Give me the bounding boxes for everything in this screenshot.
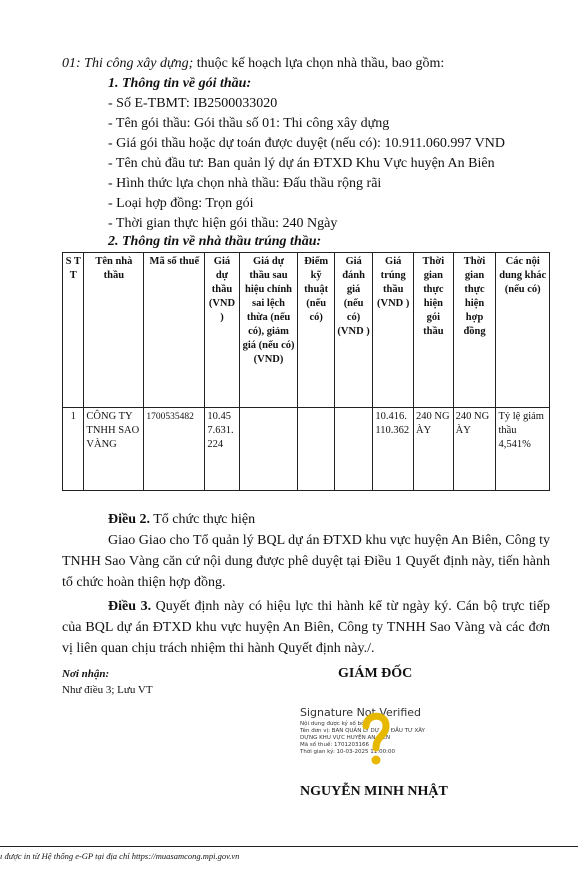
recipients-title: Nơi nhận: bbox=[62, 668, 110, 680]
digital-signature bbox=[300, 706, 440, 770]
signature-line: Tên đơn vị: BAN QUẢN LÝ DỰ ÁN ĐẦU TƯ XÂY bbox=[300, 728, 425, 734]
section1-item: - Giá gói thầu hoặc dự toán được duyệt (nếu có): 10.911.060.997 VND bbox=[108, 136, 505, 151]
col-header: Thời gian thực hiện hợp đồng bbox=[453, 253, 496, 408]
section2-title: 2. Thông tin về nhà thầu trúng thầu: bbox=[108, 234, 322, 249]
cell-stt: 1 bbox=[63, 408, 84, 491]
signer-name: NGUYỄN MINH NHẬT bbox=[300, 784, 448, 799]
section1-item: - Loại hợp đồng: Trọn gói bbox=[108, 196, 254, 211]
article2-heading bbox=[108, 510, 255, 530]
col-header: Điểm kỹ thuật (nếu có) bbox=[298, 253, 334, 408]
signature-line: DỰNG KHU VỰC HUYỆN AN BIÊN bbox=[300, 735, 391, 741]
signature-line: Nội dung được ký số bởi: bbox=[300, 721, 368, 727]
section1-item: - Thời gian thực hiện gói thầu: 240 Ngày bbox=[108, 216, 338, 231]
footer-text: ı được in từ Hệ thống e-GP tại địa chỉ https://muasamcong.mpi.gov.vn bbox=[0, 851, 240, 861]
signature-line: Mã số thuế: 1701203166 bbox=[300, 742, 369, 748]
table-row bbox=[63, 408, 550, 491]
award-table bbox=[62, 252, 550, 491]
signature-question-icon bbox=[358, 710, 394, 768]
signature-status: Signature Not Verified bbox=[300, 706, 422, 719]
section1-item: - Tên chủ đầu tư: Ban quản lý dự án ĐTXD Khu Vực huyện An Biên bbox=[108, 156, 495, 171]
footer-divider bbox=[0, 846, 578, 847]
section1-item: - Hình thức lựa chọn nhà thầu: Đấu thầu rộng rãi bbox=[108, 176, 382, 191]
cell-other: Tỷ lệ giảm thầu 4,541% bbox=[496, 408, 550, 491]
col-header: Tên nhà thầu bbox=[84, 253, 144, 408]
article2-body: Giao Giao cho Tổ quản lý BQL dự án ĐTXD khu vực huyện An Biên, Công ty TNHH Sao Vàng căn cứ nội dung được phê duyệt tại Điều 1 Quyết định này, tiến hành tổ chức hoàn thiện hợp đồng. bbox=[62, 533, 550, 590]
signature-line: Thời gian ký: 10-03-2025 11:00:00 bbox=[300, 749, 395, 755]
cell-eval-price bbox=[334, 408, 373, 491]
article2-title-rest: Tổ chức thực hiện bbox=[150, 512, 256, 527]
cell-award-price: 10.416.110.362 bbox=[373, 408, 414, 491]
section1-item: - Số E-TBMT: IB2500033020 bbox=[108, 96, 278, 111]
section1-list bbox=[108, 94, 568, 234]
col-header: Giá dự thầu sau hiệu chỉnh sai lệch thừa (nếu có), giảm giá (nếu có) (VND) bbox=[239, 253, 298, 408]
col-header: Giá dự thầu (VND ) bbox=[205, 253, 239, 408]
article2-title: Điều 2. bbox=[108, 512, 150, 527]
col-header: Các nội dung khác (nếu có) bbox=[496, 253, 550, 408]
section1-title: 1. Thông tin về gói thầu: bbox=[108, 76, 252, 91]
article3-paragraph bbox=[62, 596, 550, 659]
section1-item: - Tên gói thầu: Gói thầu số 01: Thi công xây dựng bbox=[108, 116, 390, 131]
cell-contractor-name: CÔNG TY TNHH SAO VÀNG bbox=[84, 408, 144, 491]
cell-tech-score bbox=[298, 408, 334, 491]
col-header: Thời gian thực hiện gói thầu bbox=[414, 253, 454, 408]
col-header: Giá đánh giá (nếu có) (VND ) bbox=[334, 253, 373, 408]
cell-adjusted-price bbox=[239, 408, 298, 491]
cell-package-time: 240 NGÀY bbox=[414, 408, 454, 491]
intro-line bbox=[62, 54, 444, 74]
article3-body: Quyết định này có hiệu lực thi hành kể từ ngày ký. Cán bộ trực tiếp của BQL dự án ĐTXD khu vực huyện An Biên, Công ty TNHH Sao Vàng và các đơn vị liên quan chịu trách nhiệm thi hành Quyết định này./. bbox=[62, 599, 551, 656]
cell-bid-price: 10.457.631.224 bbox=[205, 408, 239, 491]
article3-title: Điều 3. bbox=[108, 599, 152, 614]
intro-prefix: 01: Thi công xây dựng; bbox=[62, 56, 194, 71]
recipients-body: Như điều 3; Lưu VT bbox=[62, 684, 153, 696]
cell-tax-code: 1700535482 bbox=[144, 408, 205, 491]
col-header: Mã số thuế bbox=[144, 253, 205, 408]
signer-role: GIÁM ĐỐC bbox=[338, 666, 413, 681]
col-header: S T T bbox=[63, 253, 84, 408]
cell-contract-time: 240 NGÀY bbox=[453, 408, 496, 491]
intro-rest: thuộc kế hoạch lựa chọn nhà thầu, bao gồm: bbox=[193, 56, 445, 71]
table-header-row bbox=[63, 253, 550, 408]
col-header: Giá trúng thầu (VND ) bbox=[373, 253, 414, 408]
